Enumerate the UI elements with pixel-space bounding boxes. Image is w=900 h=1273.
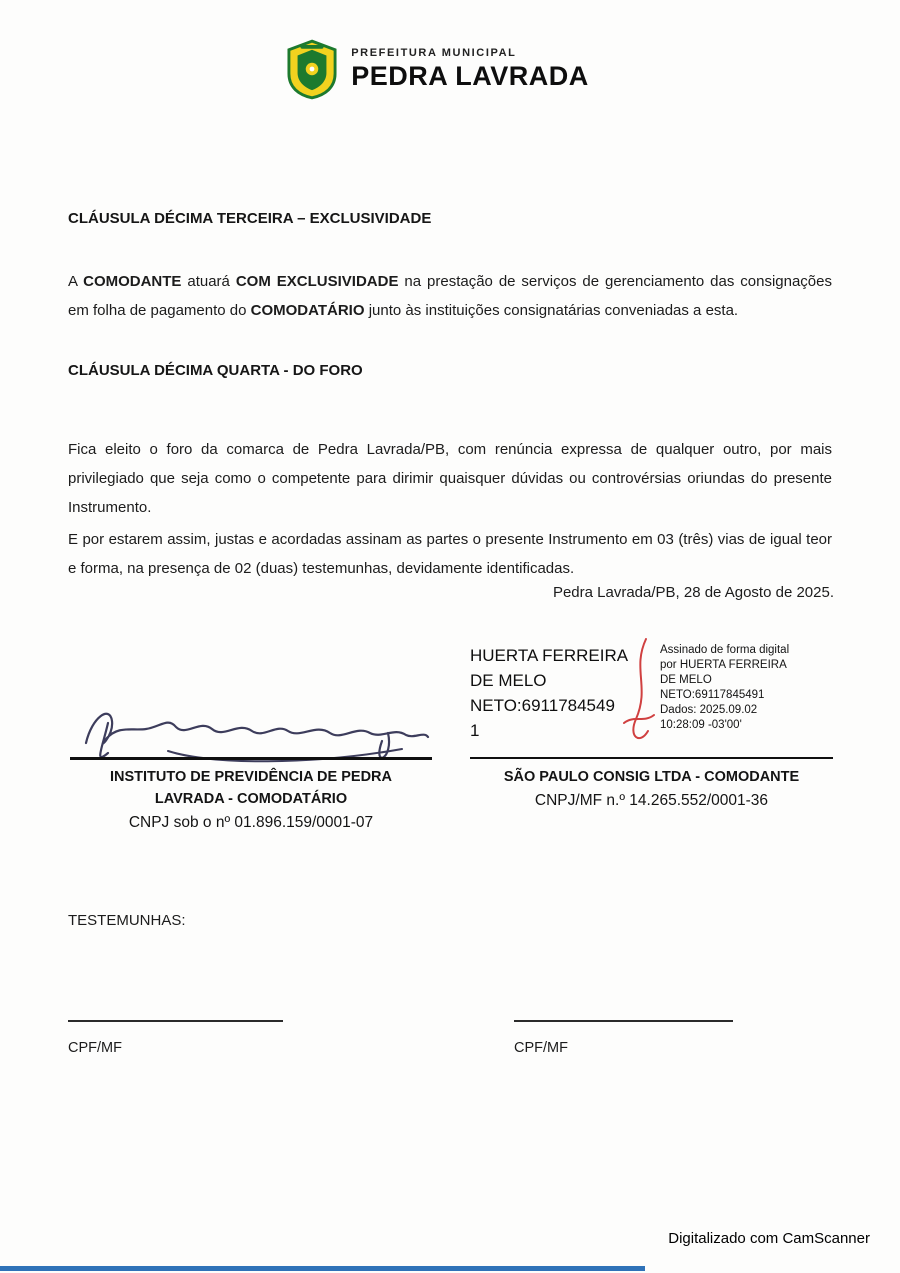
date-place-line: Pedra Lavrada/PB, 28 de Agosto de 2025.	[552, 584, 834, 601]
witnesses-heading: TESTEMUNHAS:	[68, 912, 186, 929]
clause-13-text-segment: na prestação de serviços de gerenciamento das consignações em folha de pagamento do	[68, 273, 832, 319]
digital-signature-name	[470, 643, 642, 743]
camscanner-watermark: Digitalizado com CamScanner	[668, 1230, 870, 1247]
org-small-title: PREFEITURA MUNICIPAL	[351, 46, 517, 59]
signer-right-cnpj: CNPJ/MF n.º 14.265.552/0001-36	[534, 792, 769, 809]
witness-line-right	[514, 1020, 733, 1022]
clause-14-paragraph-1: Fica eleito o foro da comarca de Pedra Lavrada/PB, com renúncia expressa de qualquer outro, por mais privilegiado que seja como o competente para dirimir quaisquer dúvidas ou controvérsias oriundas do presente Instrumento.	[68, 441, 832, 516]
camscanner-bar	[0, 1266, 645, 1271]
clause-13-paragraph	[68, 267, 832, 325]
signer-left-cnpj: CNPJ sob o nº 01.896.159/0001-07	[128, 814, 374, 831]
cpf-label-right: CPF/MF	[514, 1040, 568, 1056]
digital-signature-details-text: Assinado de forma digital por HUERTA FERREIRA DE MELO NETO:69117845491	[660, 644, 790, 701]
clause-14-paragraph-2: E por estarem assim, justas e acordadas assinam as partes o presente Instrumento em 03 (três) vias de igual teor e forma, na presença de 02 (duas) testemunhas, devidamente identificadas.	[68, 531, 832, 577]
witness-line-left	[68, 1020, 283, 1022]
clause-13-bold-comodatario: COMODATÁRIO	[250, 302, 365, 319]
digital-signature-details-date: Dados: 2025.09.02 10:28:09 -03'00'	[660, 704, 758, 731]
org-large-title: PEDRA LAVRADA	[351, 60, 589, 91]
signer-right-block	[470, 766, 833, 812]
digital-signature-name-line: HUERTA FERREIRA	[470, 646, 629, 665]
signer-right-name: SÃO PAULO CONSIG LTDA - COMODANTE	[503, 769, 800, 785]
municipal-title-block	[351, 47, 589, 92]
digital-signature-name-line: NETO:6911784549	[470, 696, 615, 715]
digital-signature-name-line: 1	[470, 721, 480, 740]
signature-line-right	[470, 757, 833, 759]
cpf-label-left: CPF/MF	[68, 1040, 122, 1056]
digital-signature-flourish-icon	[620, 635, 658, 757]
clause-13-bold-exclusividade: COM EXCLUSIVIDADE	[235, 273, 399, 290]
digital-signature-name-line: DE MELO	[470, 671, 547, 690]
clause-14-title: CLÁUSULA DÉCIMA QUARTA - DO FORO	[68, 362, 363, 379]
signer-left-block	[70, 766, 432, 834]
digital-signature-details	[660, 643, 790, 743]
digital-signature-block	[470, 643, 842, 743]
clause-13-text-segment: atuará	[181, 273, 236, 290]
clause-13-title: CLÁUSULA DÉCIMA TERCEIRA – EXCLUSIVIDADE	[68, 210, 432, 227]
signer-left-name-line: INSTITUTO DE PREVIDÊNCIA DE PEDRA	[110, 769, 392, 785]
signer-left-name-line: LAVRADA - COMODATÁRIO	[154, 791, 348, 807]
clause-13-bold-comodante: COMODANTE	[83, 273, 182, 290]
municipal-header	[0, 38, 888, 100]
clause-13-text-segment: A	[68, 273, 84, 290]
signature-line-left	[70, 757, 432, 760]
clause-13-text-segment: junto às instituições consignatárias conveniadas a esta.	[364, 302, 739, 319]
municipal-crest-icon	[287, 38, 337, 100]
